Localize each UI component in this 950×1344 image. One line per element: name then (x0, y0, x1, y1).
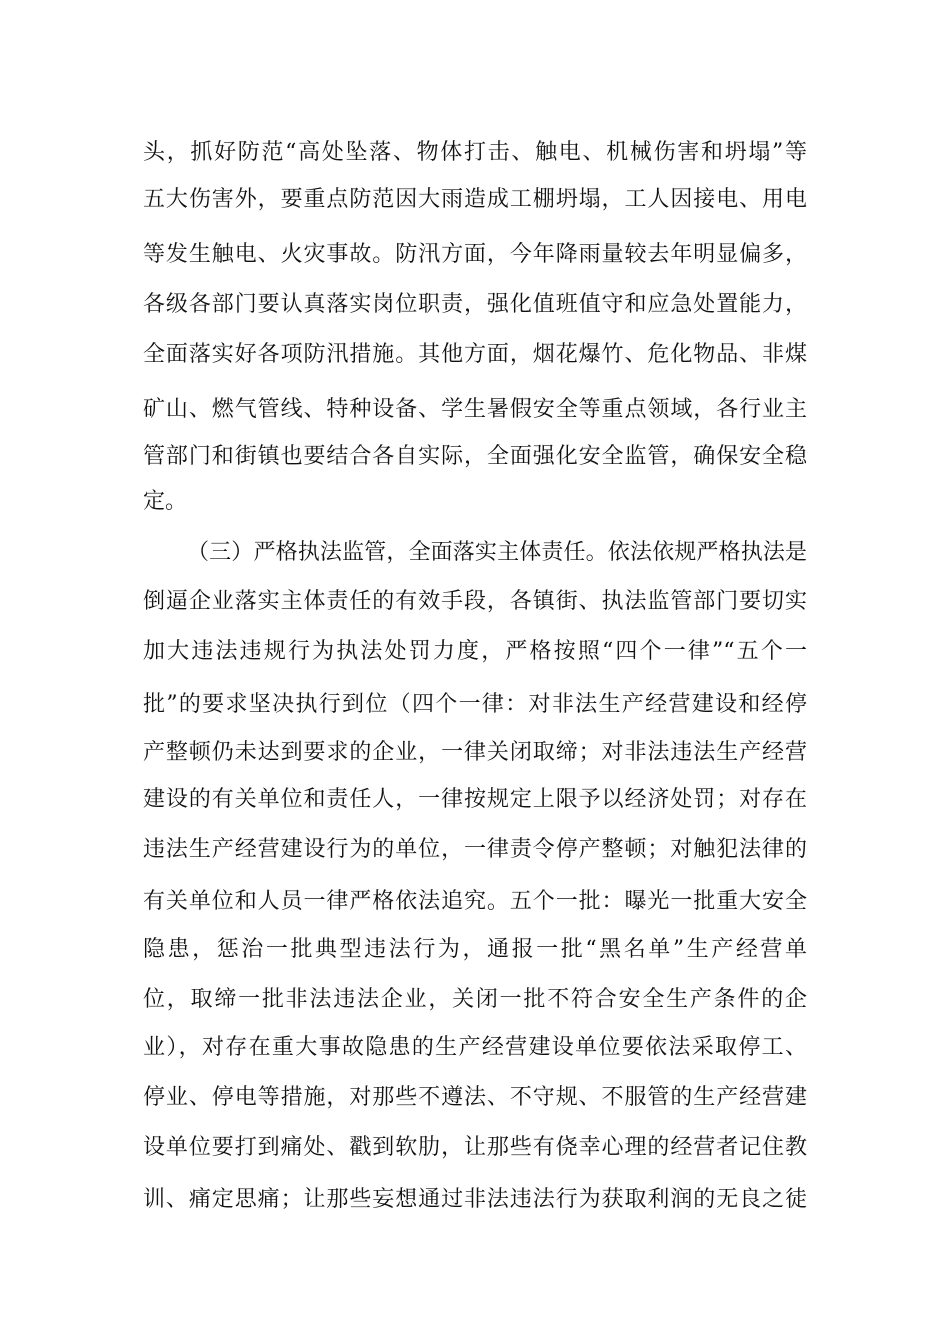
text-line: 倒逼企业落实主体责任的有效手段，各镇街、执法监管部门要切实 (143, 589, 807, 614)
text-line: 产整顿仍未达到要求的企业，一律关闭取缔；对非法违法生产经营 (143, 740, 807, 765)
text-line: 管部门和街镇也要结合各自实际，全面强化安全监管，确保安全稳 (143, 444, 807, 469)
text-line: 训、痛定思痛；让那些妄想通过非法违法行为获取利润的无良之徒 (143, 1187, 807, 1212)
text-line: 停业、停电等措施，对那些不遵法、不守规、不服管的生产经营建 (143, 1085, 807, 1110)
text-line: 隐患，惩治一批典型违法行为，通报一批“黑名单”生产经营单 (143, 937, 807, 962)
text-line: 位，取缔一批非法违法企业，关闭一批不符合安全生产条件的企 (143, 987, 807, 1012)
text-line: 设单位要打到痛处、戳到软肋，让那些有侥幸心理的经营者记住教 (143, 1135, 807, 1160)
text-line: 加大违法违规行为执法处罚力度，严格按照“四个一律”“五个一 (143, 639, 807, 664)
text-line: 全面落实好各项防汛措施。其他方面，烟花爆竹、危化物品、非煤 (143, 342, 807, 367)
text-line: 批”的要求坚决执行到位（四个一律：对非法生产经营建设和经停 (143, 692, 807, 717)
section-heading-line: （三）严格执法监管，全面落实主体责任。依法依规严格执法是 (187, 540, 807, 565)
text-line: 五大伤害外，要重点防范因大雨造成工棚坍塌，工人因接电、用电 (143, 187, 807, 212)
text-line: 定。 (143, 489, 188, 514)
text-line: 矿山、燃气管线、特种设备、学生暑假安全等重点领域，各行业主 (143, 397, 807, 422)
text-line: 各级各部门要认真落实岗位职责，强化值班值守和应急处置能力， (143, 292, 807, 317)
text-line: 有关单位和人员一律严格依法追究。五个一批：曝光一批重大安全 (143, 889, 807, 914)
text-line: 违法生产经营建设行为的单位，一律责令停产整顿；对触犯法律的 (143, 837, 807, 862)
text-line: 业），对存在重大事故隐患的生产经营建设单位要依法采取停工、 (143, 1035, 807, 1060)
text-line: 头，抓好防范“高处坠落、物体打击、触电、机械伤害和坍塌”等 (143, 140, 807, 165)
text-line: 建设的有关单位和责任人，一律按规定上限予以经济处罚；对存在 (143, 787, 807, 812)
text-line: 等发生触电、火灾事故。防汛方面，今年降雨量较去年明显偏多， (143, 242, 807, 267)
